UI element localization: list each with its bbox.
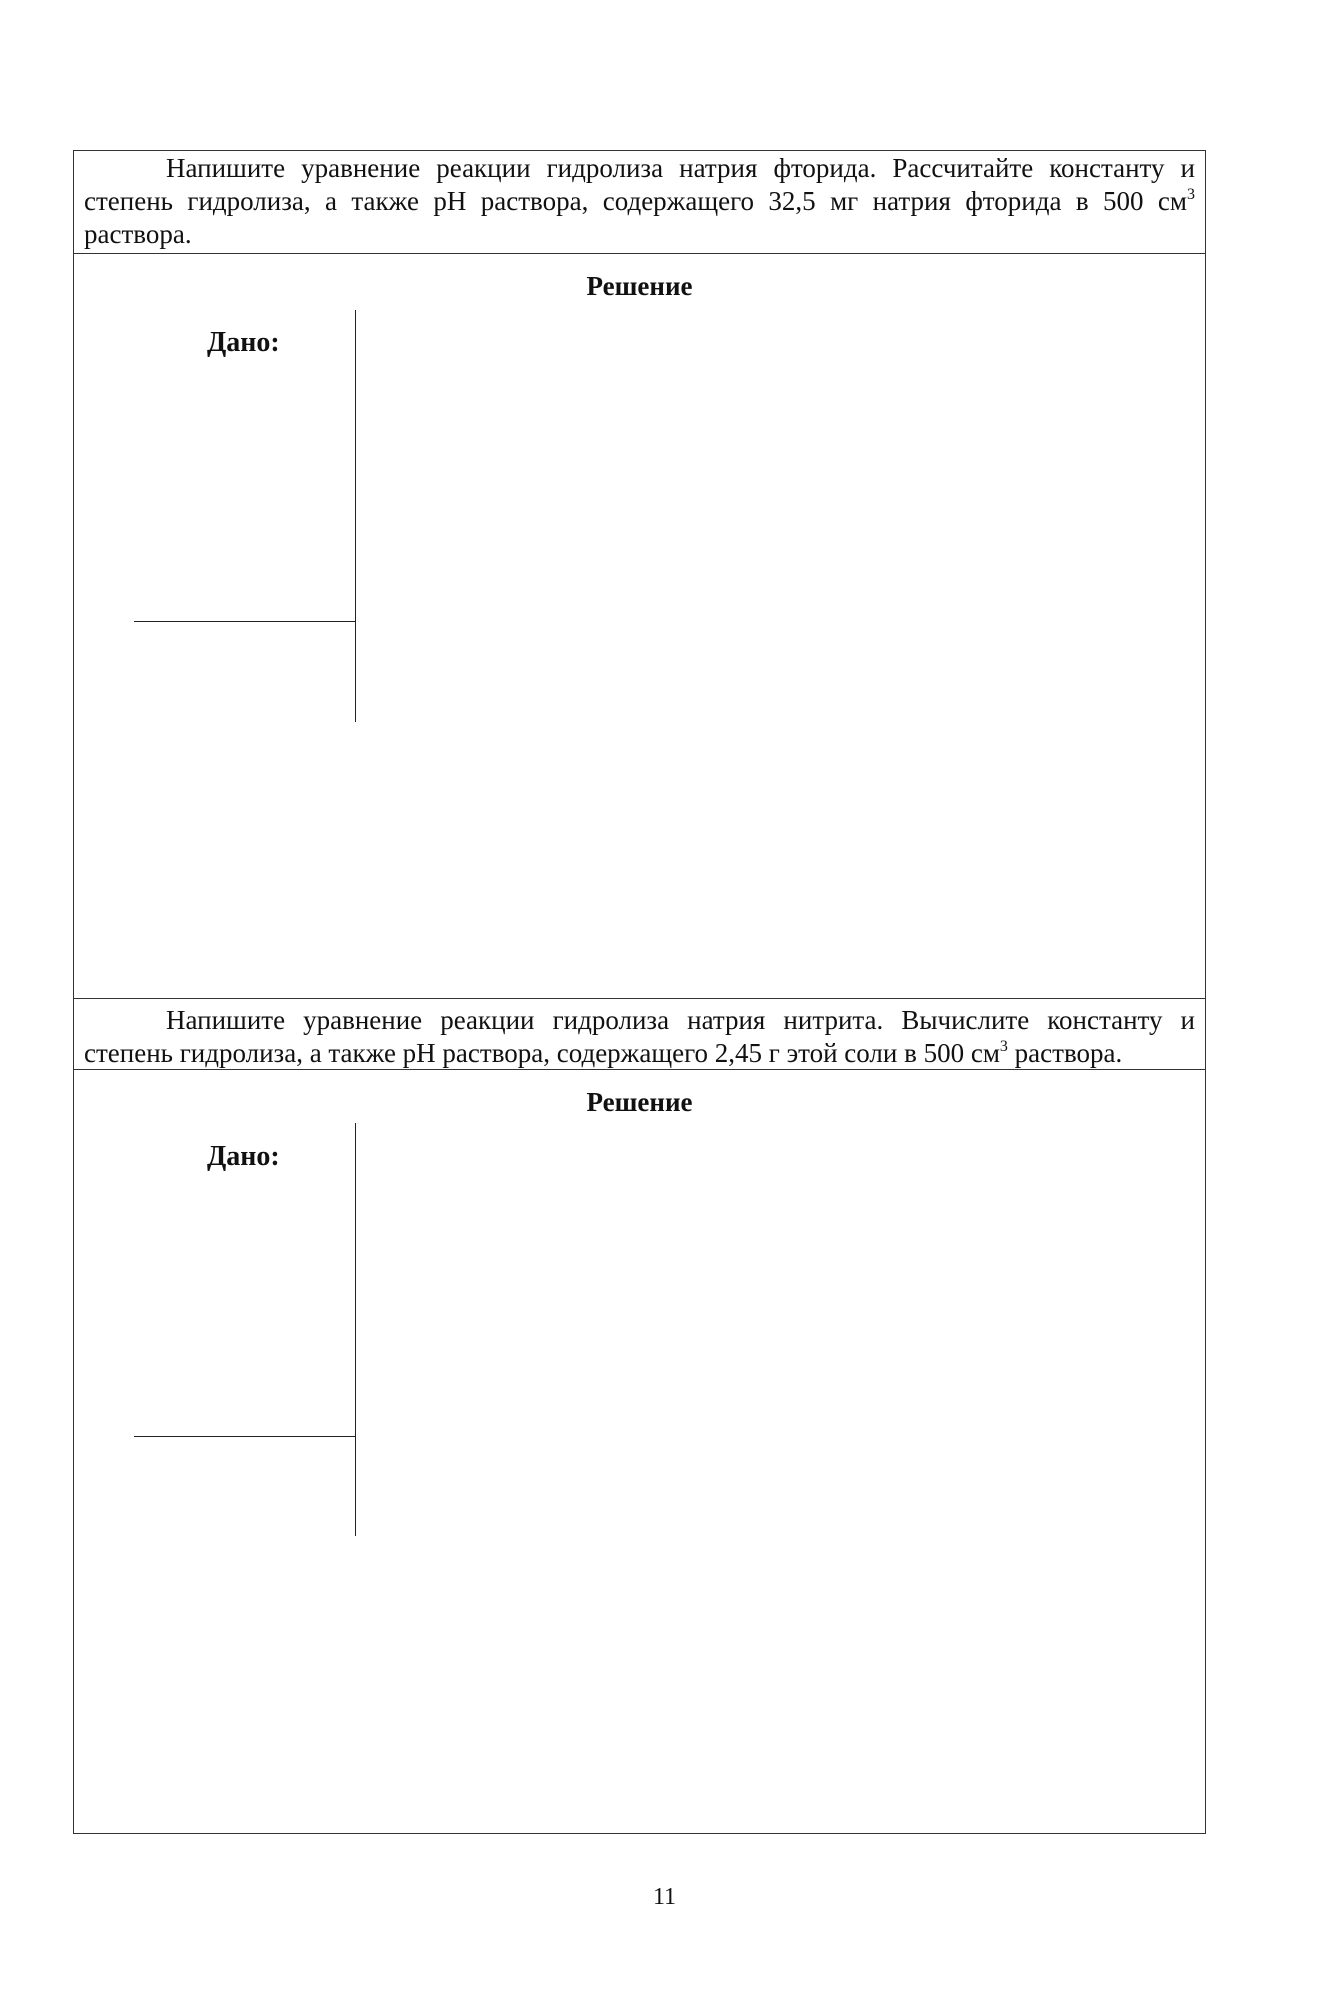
task-1-given-label: Дано: bbox=[207, 327, 280, 358]
task-1-divider bbox=[73, 253, 1206, 254]
page-frame bbox=[73, 150, 1206, 1834]
task-1-given-horizontal-line bbox=[134, 621, 356, 622]
task-2-statement bbox=[73, 1004, 1206, 1070]
task-2-given-horizontal-line bbox=[134, 1436, 356, 1437]
task-2-divider bbox=[73, 1069, 1206, 1070]
task-1-text: Напишите уравнение реакции гидролиза натрия фторида. Рассчитайте константу и степень гидролиза, а также pH раствора, содержащего 32,5 мг натрия фторида в 500 см bbox=[84, 153, 1195, 216]
task-separator bbox=[73, 998, 1206, 999]
page-number: 11 bbox=[652, 1884, 677, 1910]
task-2-text-end: раствора. bbox=[1007, 1038, 1123, 1068]
task-2-superscript: 3 bbox=[999, 1038, 1008, 1055]
task-1-statement bbox=[73, 152, 1206, 251]
task-1-text-end: раствора. bbox=[84, 219, 192, 249]
task-2-given-vertical-line bbox=[355, 1123, 356, 1536]
task-2-text: Напишите уравнение реакции гидролиза натрия нитрита. Вычислите константу и степень гидролиза, а также pH раствора, содержащего 2,45 г этой соли в 500 см bbox=[84, 1005, 1195, 1068]
task-2-solution-title: Решение bbox=[586, 1087, 693, 1117]
task-1-given-vertical-line bbox=[355, 310, 356, 722]
task-2-given-label: Дано: bbox=[207, 1141, 280, 1172]
task-1-solution-title: Решение bbox=[586, 271, 693, 301]
task-1-superscript: 3 bbox=[1187, 186, 1195, 203]
